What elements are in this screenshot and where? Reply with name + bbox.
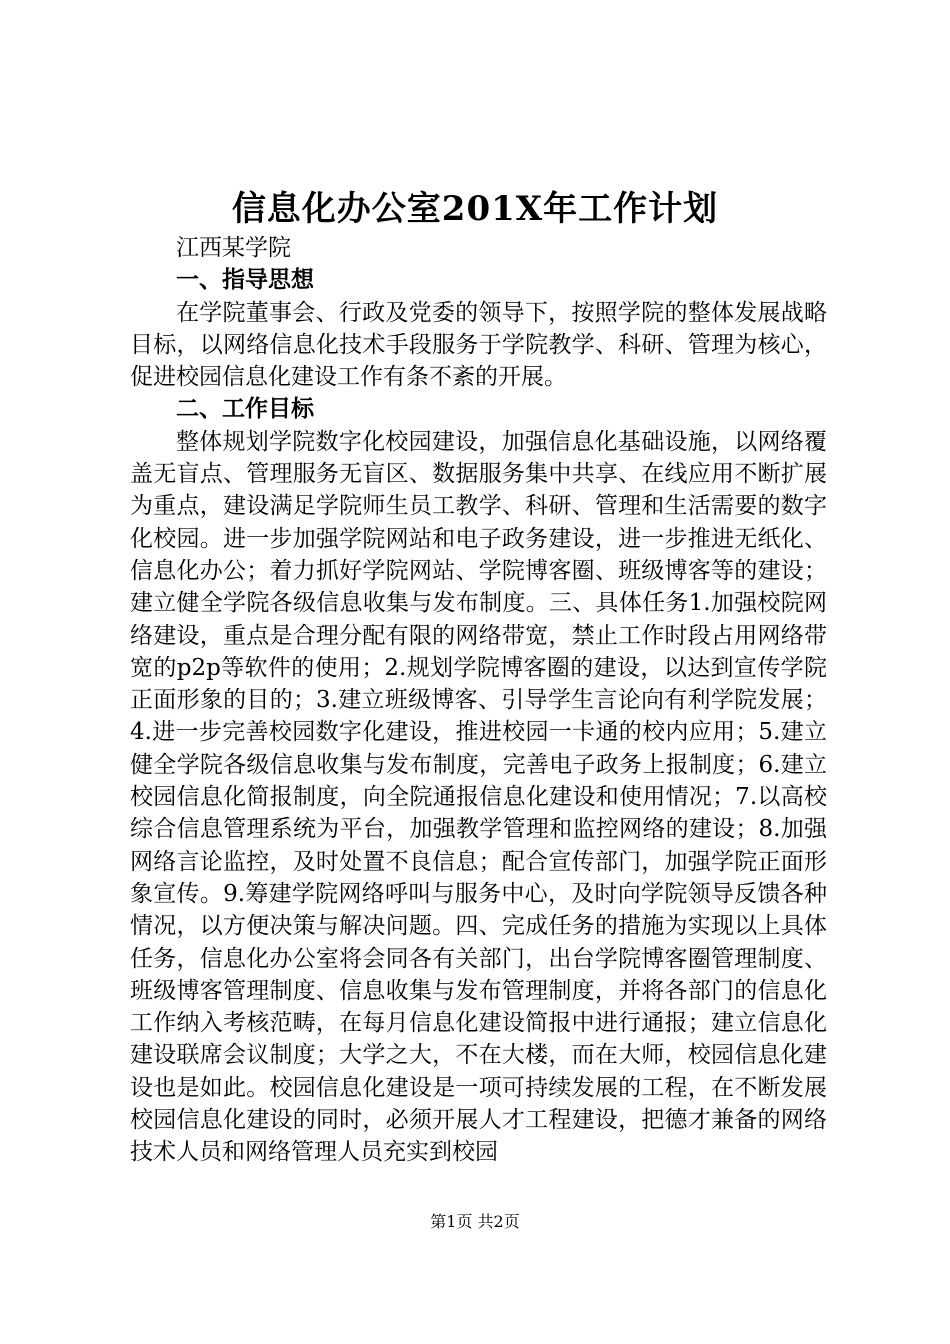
section-paragraph-guiding-ideology: 在学院董事会、行政及党委的领导下，按照学院的整体发展战略目标，以网络信息化技术手段服务于学院教学、科研、管理为核心，促进校园信息化建设工作有条不紊的开展。: [130, 299, 827, 391]
page-footer: 第1页 共2页: [430, 1212, 520, 1231]
section-paragraph-work-goals: 整体规划学院数字化校园建设，加强信息化基础设施，以网络覆盖无盲点、管理服务无盲区、数据服务集中共享、在线应用不断扩展为重点，建设满足学院师生员工教学、科研、管理和生活需要的数字化校园。进一步加强学院网站和电子政务建设，进一步推进无纸化、信息化办公；着力抓好学院网站、学院博客圈、班级博客等的建设；建立健全学院各级信息收集与发布制度。三、具体任务1.加强校院网络建设，重点是合理分配有限的网络带宽，禁止工作时段占用网络带宽的p2p等软件的使用；2.规划学院博客圈的建设，以达到宣传学院正面形象的目的；3.建立班级博客、引导学生言论向有利学院发展；4.进一步完善校园数字化建设，推进校园一卡通的校内应用；5.建立健全学院各级信息收集与发布制度，完善电子政务上报制度；6.建立校园信息化简报制度，向全院通报信息化建设和使用情况；7.以高校综合信息管理系统为平台，加强教学管理和监控网络的建设；8.加强网络言论监控，及时处置不良信息；配合宣传部门，加强学院正面形象宣传。9.筹建学院网络呼叫与服务中心，及时向学院领导反馈各种情况，以方便决策与解决问题。四、完成任务的措施为实现以上具体任务，信息化办公室将会同各有关部门，出台学院博客圈管理制度、班级博客管理制度、信息收集与发布管理制度，并将各部门的信息化工作纳入考核范畴，在每月信息化建设简报中进行通报；建立信息化建设联席会议制度；大学之大，不在大楼，而在大师，校园信息化建设也是如此。校园信息化建设是一项可持续发展的工程，在不断发展校园信息化建设的同时，必须开展人才工程建设，把德才兼备的网络技术人员和网络管理人员充实到校园: [130, 428, 827, 1166]
section-heading-guiding-ideology: 一、指导思想: [176, 267, 314, 294]
document-body: [130, 232, 827, 1169]
section-heading-work-goals: 二、工作目标: [176, 396, 314, 423]
document-title: 信息化办公室201X年工作计划: [231, 189, 719, 229]
author-line: 江西某学院: [176, 235, 291, 261]
